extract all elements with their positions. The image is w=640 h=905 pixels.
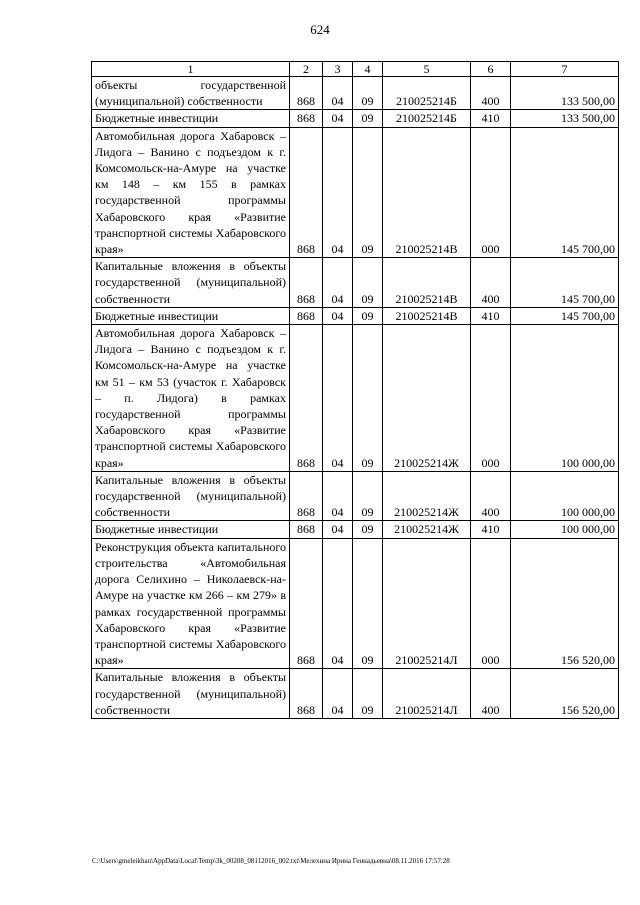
target-article-cell: 210025214В	[383, 127, 471, 258]
item-name-cell: Капитальные вложения в объекты государственной (муниципальной) собственности	[92, 471, 290, 521]
target-article-cell: 210025214В	[383, 258, 471, 308]
column-header: 2	[290, 62, 323, 77]
section-cell: 04	[323, 258, 353, 308]
amount-cell: 100 000,00	[511, 325, 619, 472]
target-article-cell: 210025214Б	[383, 110, 471, 127]
admin-code-cell: 868	[290, 521, 323, 538]
subsection-cell: 09	[353, 307, 383, 324]
admin-code-cell: 868	[290, 325, 323, 472]
target-article-cell: 210025214Б	[383, 77, 471, 110]
subsection-cell: 09	[353, 521, 383, 538]
expense-type-cell: 000	[471, 538, 511, 669]
document-footer-path: C:\Users\gmeleikhan\AppData\Local\Temp\3k_00208_08112016_002.txt\Мелехина Ирина Геннадьевна\08.11.2016 17:57:28	[92, 857, 450, 865]
item-name-cell: Автомобильная дорога Хабаровск – Лидога – Ванино с подъездом к г. Комсомольск-на-Амуре на участке км 148 – км 155 в рамках государственной программы Хабаровского края «Развитие транспортной системы Хабаровского края»	[92, 127, 290, 258]
table-header-row	[92, 62, 619, 77]
expense-type-cell: 410	[471, 307, 511, 324]
table-row	[92, 307, 619, 324]
admin-code-cell: 868	[290, 258, 323, 308]
section-cell: 04	[323, 538, 353, 669]
table-row	[92, 325, 619, 472]
item-name-cell: Бюджетные инвестиции	[92, 521, 290, 538]
page-number: 624	[310, 22, 330, 37]
column-header: 3	[323, 62, 353, 77]
admin-code-cell: 868	[290, 77, 323, 110]
table-row	[92, 669, 619, 719]
table-row	[92, 258, 619, 308]
expense-type-cell: 000	[471, 325, 511, 472]
amount-cell: 100 000,00	[511, 471, 619, 521]
admin-code-cell: 868	[290, 127, 323, 258]
item-name-cell: Капитальные вложения в объекты государственной (муниципальной) собственности	[92, 258, 290, 308]
column-header: 4	[353, 62, 383, 77]
admin-code-cell: 868	[290, 110, 323, 127]
section-cell: 04	[323, 471, 353, 521]
admin-code-cell: 868	[290, 538, 323, 669]
target-article-cell: 210025214Ж	[383, 521, 471, 538]
column-header: 7	[511, 62, 619, 77]
admin-code-cell: 868	[290, 307, 323, 324]
subsection-cell: 09	[353, 538, 383, 669]
column-header: 5	[383, 62, 471, 77]
section-cell: 04	[323, 307, 353, 324]
amount-cell: 145 700,00	[511, 307, 619, 324]
section-cell: 04	[323, 77, 353, 110]
subsection-cell: 09	[353, 77, 383, 110]
expense-type-cell: 400	[471, 258, 511, 308]
target-article-cell: 210025214Ж	[383, 471, 471, 521]
expense-type-cell: 400	[471, 669, 511, 719]
amount-cell: 133 500,00	[511, 110, 619, 127]
item-name-cell: Бюджетные инвестиции	[92, 110, 290, 127]
expense-type-cell: 400	[471, 471, 511, 521]
item-name-cell: объекты государственной (муниципальной) собственности	[92, 77, 290, 110]
expense-type-cell: 410	[471, 110, 511, 127]
expense-type-cell: 410	[471, 521, 511, 538]
section-cell: 04	[323, 521, 353, 538]
target-article-cell: 210025214Л	[383, 538, 471, 669]
admin-code-cell: 868	[290, 471, 323, 521]
subsection-cell: 09	[353, 258, 383, 308]
column-header: 1	[92, 62, 290, 77]
table-row	[92, 127, 619, 258]
item-name-cell: Автомобильная дорога Хабаровск – Лидога – Ванино с подъездом к г. Комсомольск-на-Амуре на участке км 51 – км 53 (участок г. Хабаровск – п. Лидога) в рамках государственной программы Хабаровского края «Развитие транспортной системы Хабаровского края»	[92, 325, 290, 472]
section-cell: 04	[323, 127, 353, 258]
section-cell: 04	[323, 325, 353, 472]
subsection-cell: 09	[353, 471, 383, 521]
subsection-cell: 09	[353, 669, 383, 719]
amount-cell: 100 000,00	[511, 521, 619, 538]
amount-cell: 145 700,00	[511, 258, 619, 308]
expense-type-cell: 400	[471, 77, 511, 110]
admin-code-cell: 868	[290, 669, 323, 719]
section-cell: 04	[323, 669, 353, 719]
target-article-cell: 210025214Ж	[383, 325, 471, 472]
budget-table	[91, 61, 619, 719]
table-row	[92, 538, 619, 669]
item-name-cell: Бюджетные инвестиции	[92, 307, 290, 324]
target-article-cell: 210025214Л	[383, 669, 471, 719]
subsection-cell: 09	[353, 325, 383, 472]
table-row	[92, 77, 619, 110]
section-cell: 04	[323, 110, 353, 127]
column-header: 6	[471, 62, 511, 77]
table-row	[92, 471, 619, 521]
item-name-cell: Реконструкция объекта капитального строительства «Автомобильная дорога Селихино – Николаевск-на-Амуре на участке км 266 – км 279» в рамках государственной программы Хабаровского края «Развитие транспортной системы Хабаровского края»	[92, 538, 290, 669]
amount-cell: 156 520,00	[511, 669, 619, 719]
expense-type-cell: 000	[471, 127, 511, 258]
target-article-cell: 210025214В	[383, 307, 471, 324]
subsection-cell: 09	[353, 127, 383, 258]
subsection-cell: 09	[353, 110, 383, 127]
amount-cell: 145 700,00	[511, 127, 619, 258]
table-row	[92, 521, 619, 538]
item-name-cell: Капитальные вложения в объекты государственной (муниципальной) собственности	[92, 669, 290, 719]
amount-cell: 156 520,00	[511, 538, 619, 669]
table-row	[92, 110, 619, 127]
amount-cell: 133 500,00	[511, 77, 619, 110]
